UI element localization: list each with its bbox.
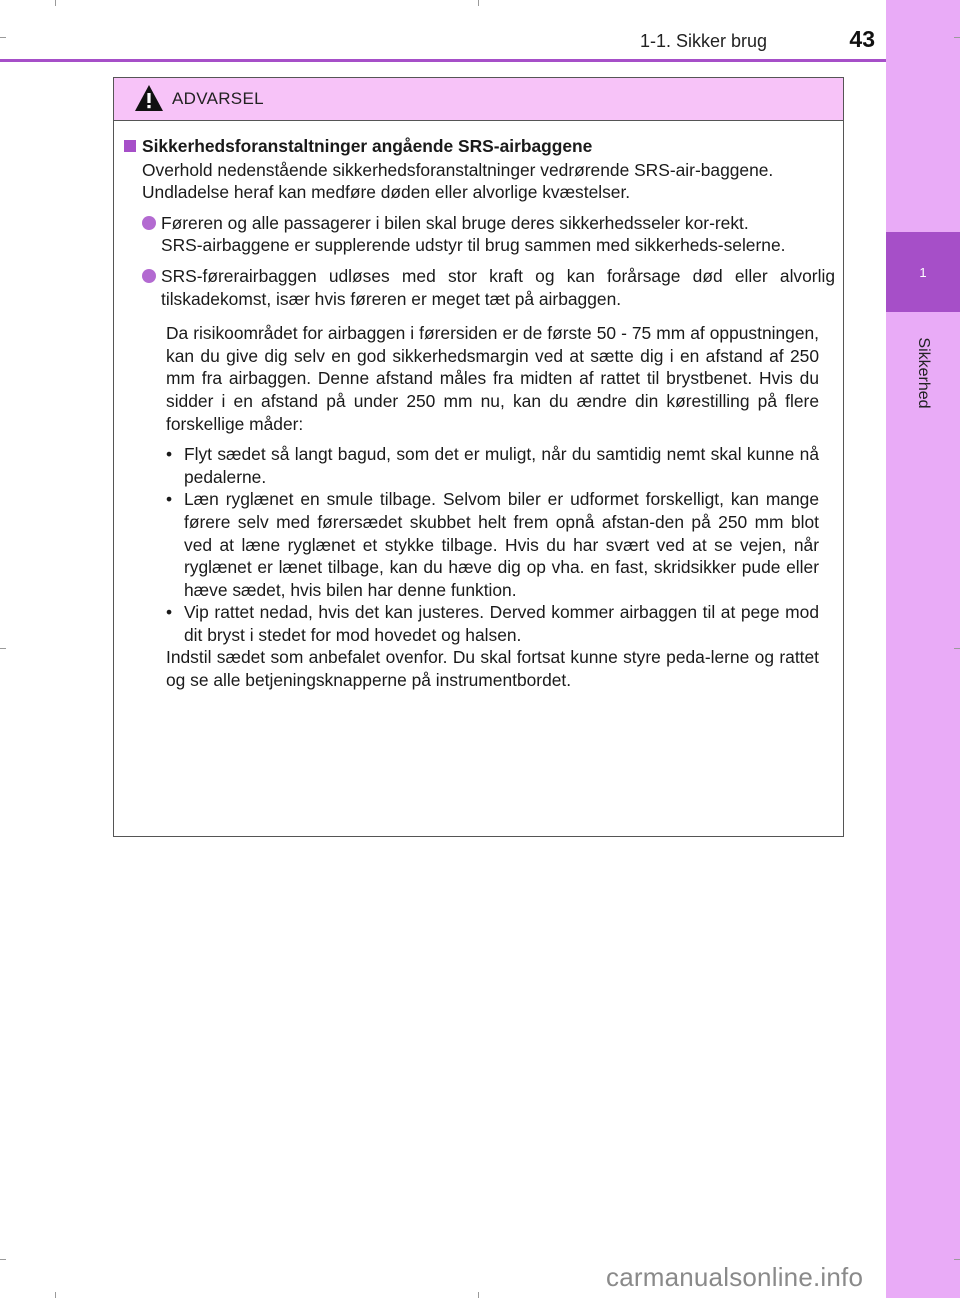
dot-bullet: • [166,489,173,510]
crop-mark [0,648,6,649]
chapter-label-tab [886,318,960,428]
side-tab-strip [886,0,960,1298]
intro-paragraph: Overhold nedenstående sikkerhedsforanstaltninger vedrørende SRS-air-baggene. [142,159,774,180]
crop-mark [954,1259,960,1260]
circle-bullet-icon [142,216,156,230]
page-number: 43 [849,26,875,52]
warning-heading [122,135,835,158]
list-item [166,601,819,646]
dot-bullet: • [166,602,173,623]
dash-item-text: Læn ryglænet en smule tilbage. Selvom biler er udformet forskelligt, kan mange førere selv med førersædet skubbet helt frem opnå afstan-den på 250 mm blot ved at læne ryglænet et stykke tilbage. Hvis du har svært ved at se vejen, når ryglænet er lænet tilbage, kan du hæve dig op vha. en fast, skridsikker pude eller hæve sædet, hvis bilen har denne funktion. [184,489,819,600]
list-item [142,212,835,257]
bullet-text [161,212,835,257]
crop-mark [954,37,960,38]
final-paragraph [166,646,819,691]
warning-content [114,120,843,692]
intro-paragraph: Undladelse heraf kan medføre døden eller alvorlige kvæstelser. [142,182,631,203]
crop-mark [0,37,6,38]
circle-bullet-icon [142,269,156,283]
dash-item-text: Flyt sædet så langt bagud, som det er muligt, når du samtidig nemt skal kunne nå pedalerne. [184,444,819,487]
warning-header [114,78,843,121]
warning-triangle-icon [134,84,164,112]
dot-bullet: • [166,444,173,465]
list-item [142,265,835,310]
crop-mark [55,1292,56,1298]
header-rule [0,59,886,62]
crop-mark [55,0,56,6]
chapter-number: 1 [919,264,927,280]
warning-heading-text: Sikkerhedsforanstaltninger angående SRS-airbaggene [142,136,593,156]
dash-list [166,443,819,646]
note-paragraph [166,322,819,435]
crop-mark [478,1292,479,1298]
note-text: Da risikoområdet for airbaggen i førersiden er de første 50 - 75 mm af oppustningen, kan du give dig selv en god sikkerhedsmargin ved at sætte dig i en afstand af 250 mm fra airbaggen. Denne afstand måles fra midten af rattet til brystbenet. Hvis du sidder i en afstand på under 250 mm nu, kan du ændre din kørestilling på flere forskellige måder: [166,323,819,434]
bullet-paragraph: SRS-airbaggene er supplerende udstyr til brug sammen med sikkerheds-selerne. [161,235,786,256]
section-title: 1-1. Sikker brug [640,31,768,51]
warning-intro [142,159,819,204]
bullet-paragraph: Føreren og alle passagerer i bilen skal bruge deres sikkerhedsseler kor-rekt. [161,212,749,233]
watermark: carmanualsonline.info [606,1262,864,1292]
bullet-text [161,265,835,310]
crop-mark [954,648,960,649]
list-item [166,443,819,488]
square-bullet-icon [124,140,136,152]
crop-mark [478,0,479,6]
bullet-paragraph: SRS-førerairbaggen udløses med stor kraft og kan forårsage død eller alvorlig tilskadekomst, især hvis føreren er meget tæt på airbaggen. [161,265,835,309]
final-text: Indstil sædet som anbefalet ovenfor. Du skal fortsat kunne styre peda-lerne og rattet og se alle betjeningsknapperne på instrumentbordet. [166,647,819,691]
crop-mark [0,1259,6,1260]
dash-item-text: Vip rattet nedad, hvis det kan justeres. Derved kommer airbaggen til at pege mod dit bryst i stedet for mod hovedet og halsen. [184,602,819,645]
chapter-number-tab[interactable] [886,232,960,312]
chapter-label: Sikkerhed [915,337,932,409]
list-item [166,488,819,601]
warning-box [113,77,844,837]
warning-title: ADVARSEL [172,89,264,108]
